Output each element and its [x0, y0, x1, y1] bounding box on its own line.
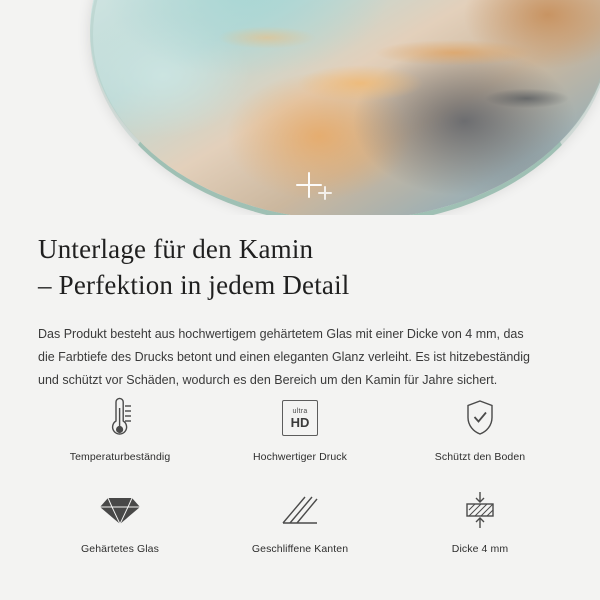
polished-edges-icon [270, 487, 330, 533]
feature-item-thickness [390, 487, 570, 555]
ultra-hd-icon [270, 395, 330, 441]
shield-check-icon [450, 395, 510, 441]
feature-label: Gehärtetes Glas [81, 543, 159, 555]
glass-mat-image [90, 0, 600, 215]
feature-label: Hochwertiger Druck [253, 451, 347, 463]
text-content [0, 215, 600, 392]
feature-item-tempered-glass [30, 487, 210, 555]
thickness-icon [450, 487, 510, 533]
feature-item-print-quality [210, 395, 390, 463]
feature-label: Dicke 4 mm [451, 543, 509, 555]
feature-label: Geschliffene Kanten [251, 543, 349, 555]
headline-line-2: – Perfektion in jedem Detail [38, 270, 350, 300]
hero-image [0, 0, 600, 215]
feature-item-floor-protection [390, 395, 570, 463]
thermometer-icon [90, 395, 150, 441]
ultra-hd-top-text: ultra [292, 407, 308, 415]
feature-label: Temperaturbeständig [69, 451, 171, 463]
feature-label: Schützt den Boden [434, 451, 526, 463]
feature-grid [30, 395, 570, 555]
page-title [38, 231, 538, 303]
marble-pattern [90, 0, 600, 215]
feature-item-polished-edges [210, 487, 390, 555]
feature-item-temperature [30, 395, 210, 463]
headline-line-1: Unterlage für den Kamin [38, 234, 314, 264]
diamond-icon [90, 487, 150, 533]
body-paragraph: Das Produkt besteht aus hochwertigem gehärtetem Glas mit einer Dicke von 4 mm, das die Farbtiefe des Drucks betont und einen eleganten Glanz verleiht. Es ist hitzebeständig und schützt vor Schäden, wodurch es den Bereich um den Kamin für Jahre sichert. [38, 327, 530, 387]
ultra-hd-bottom-text: HD [290, 414, 310, 430]
